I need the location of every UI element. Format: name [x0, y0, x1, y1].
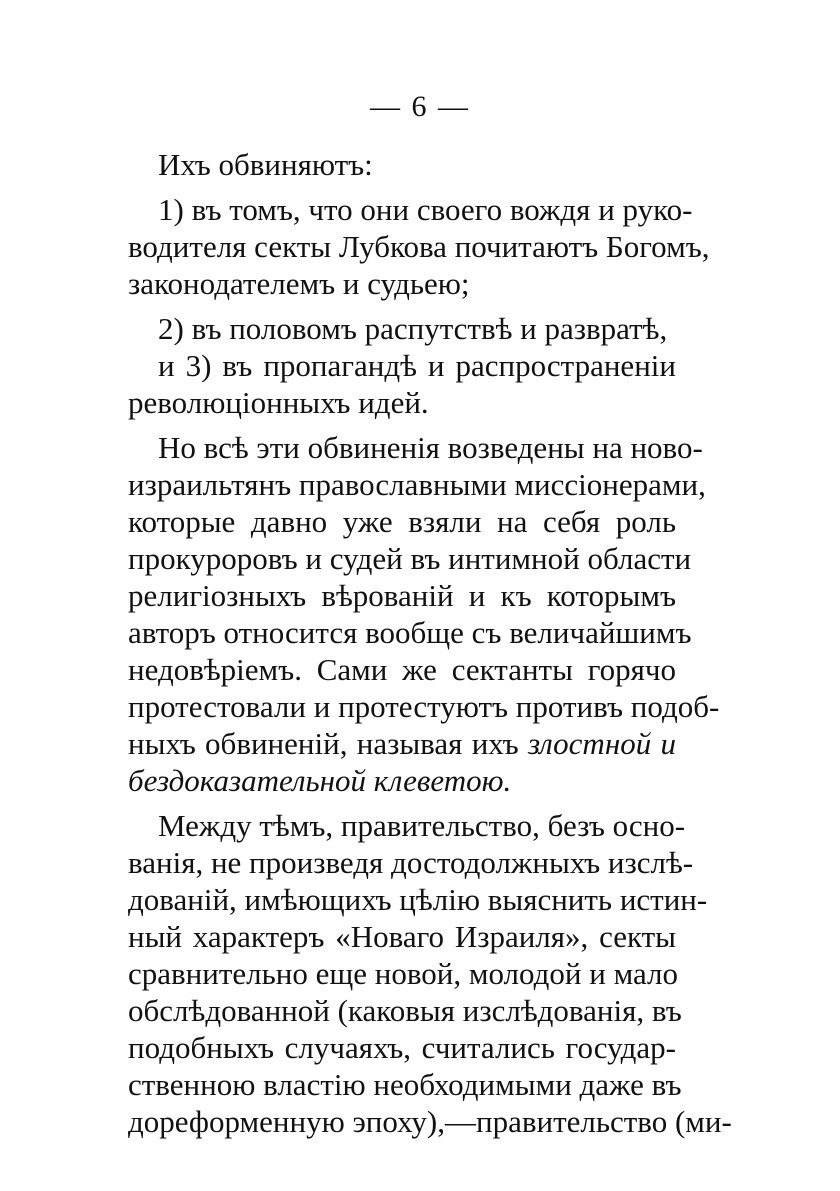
text-line: авторъ относится вообще съ величайшимъ [128, 615, 692, 650]
paragraph [128, 191, 710, 302]
text-line: Между тѣмъ, правительство, безъ осно- [158, 808, 686, 843]
text-line: Но всѣ эти обвиненія возведены на ново- [158, 430, 703, 465]
text-segment: ныхъ обвиненій, называя ихъ [128, 726, 519, 761]
paragraph [128, 347, 676, 421]
text-line: законодателемъ и судьею; [128, 266, 470, 301]
text-line: 2) въ половомъ распутствѣ и развратѣ, [158, 311, 668, 346]
text-line: израильтянъ православными миссіонерами, [128, 467, 706, 502]
text-line: ванія, не произведя достодолжныхъ изслѣ- [128, 845, 694, 880]
text-line: Ихъ обвиняютъ: [158, 147, 373, 182]
text-line: обслѣдованной (каковыя изслѣдованія, въ [128, 993, 682, 1028]
text-line: и 3) въ пропагандѣ и распространеніи [158, 348, 676, 383]
text-line: подобныхъ случаяхъ, считались государ- [128, 1030, 676, 1065]
text-line: прокуроровъ и судей въ интимной области [128, 541, 692, 576]
text-line: революціонныхъ идей. [128, 385, 429, 420]
paragraph [128, 807, 732, 1140]
text-line: религіозныхъ вѣрованій и къ которымъ [128, 578, 676, 613]
paragraph [128, 429, 720, 799]
paragraph [128, 146, 676, 183]
text-line: недовѣріемъ. Сами же сектанты горячо [128, 652, 676, 687]
text-line: дореформенную эпоху),—правительство (ми- [128, 1104, 732, 1139]
italic-segment: бездоказательной клеветою. [128, 763, 512, 798]
text-line: дованій, имѣющихъ цѣлію выяснить истин- [128, 882, 708, 917]
text-line [128, 725, 676, 762]
text-line: которые давно уже взяли на себя роль [128, 504, 676, 539]
text-line: 1) въ томъ, что они своего вождя и руко- [158, 192, 693, 227]
body-text [128, 146, 732, 1140]
text-line: протестовали и протестуютъ противъ подоб- [128, 689, 720, 724]
italic-segment: злостной и [527, 726, 676, 761]
paragraph [128, 310, 676, 347]
text-line: водителя секты Лубкова почитаютъ Богомъ, [128, 229, 710, 264]
text-line: сравнительно еще новой, молодой и мало [128, 956, 678, 991]
page-number: — 6 — [370, 90, 470, 123]
text-line: ный характеръ «Новаго Израиля», секты [128, 919, 676, 954]
text-line [128, 762, 676, 799]
text-line: ственною властію необходимыми даже въ [128, 1067, 682, 1102]
